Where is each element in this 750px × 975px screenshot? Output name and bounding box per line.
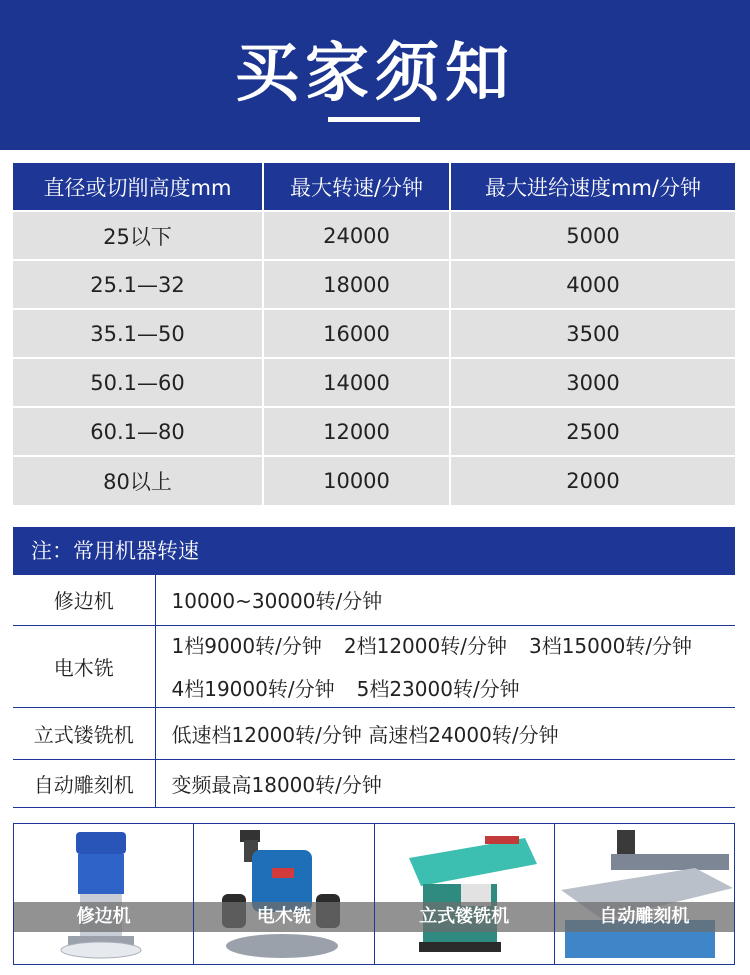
table-row xyxy=(13,407,735,456)
max-feed-cell: 3000 xyxy=(450,358,735,407)
max-rpm-cell: 16000 xyxy=(263,309,450,358)
max-feed-cell: 2500 xyxy=(450,407,735,456)
speed-text: 变频最高18000转/分钟 xyxy=(171,772,382,797)
speed-text: 2档12000转/分钟 xyxy=(343,634,507,658)
machine-speed xyxy=(155,707,735,759)
speed-text: 1档9000转/分钟 xyxy=(171,634,322,658)
speed-text: 5档23000转/分钟 xyxy=(356,677,520,701)
diameter-cell: 60.1—80 xyxy=(13,407,263,456)
table-row xyxy=(13,260,735,309)
diameter-cell: 80以上 xyxy=(13,456,263,505)
trimmer-icon xyxy=(14,824,194,964)
speed-text: 4档19000转/分钟 xyxy=(171,677,335,701)
machine-speed-table xyxy=(13,575,735,808)
header-diameter: 直径或切削高度mm xyxy=(13,163,263,211)
max-rpm-cell: 18000 xyxy=(263,260,450,309)
table-row xyxy=(13,575,735,625)
gallery-label: 电木铣 xyxy=(194,902,373,932)
diameter-cell: 25以下 xyxy=(13,211,263,260)
speed-text: 10000~30000转/分钟 xyxy=(171,589,383,614)
machine-speed xyxy=(155,759,735,807)
max-rpm-cell: 12000 xyxy=(263,407,450,456)
table-row xyxy=(13,309,735,358)
table-row xyxy=(13,759,735,807)
max-rpm-cell: 24000 xyxy=(263,211,450,260)
page-title: 买家须知 xyxy=(235,37,515,111)
machine-name: 电木铣 xyxy=(13,625,155,707)
max-feed-cell: 5000 xyxy=(450,211,735,260)
vertical-router-icon xyxy=(375,824,555,964)
table-row xyxy=(13,358,735,407)
max-feed-cell: 3500 xyxy=(450,309,735,358)
machine-gallery xyxy=(13,823,735,965)
gallery-label: 修边机 xyxy=(14,902,193,932)
gallery-label: 自动雕刻机 xyxy=(555,902,734,932)
trimmer-tile xyxy=(14,824,194,964)
max-rpm-cell: 10000 xyxy=(263,456,450,505)
machine-speed xyxy=(155,575,735,625)
table-row xyxy=(13,211,735,260)
diameter-cell: 50.1—60 xyxy=(13,358,263,407)
cnc-engraver-icon xyxy=(555,824,734,964)
vertical-router-tile xyxy=(375,824,555,964)
diameter-cell: 35.1—50 xyxy=(13,309,263,358)
speed-table-header xyxy=(13,163,735,211)
router-icon xyxy=(194,824,374,964)
page-header xyxy=(0,0,750,150)
table-row xyxy=(13,707,735,759)
router-tile xyxy=(194,824,374,964)
machine-speed xyxy=(155,625,735,707)
diameter-cell: 25.1—32 xyxy=(13,260,263,309)
machine-name: 修边机 xyxy=(13,575,155,625)
note-title: 注：常用机器转速 xyxy=(13,527,735,575)
max-feed-cell: 4000 xyxy=(450,260,735,309)
table-row xyxy=(13,625,735,707)
header-max-rpm: 最大转速/分钟 xyxy=(263,163,450,211)
max-rpm-cell: 14000 xyxy=(263,358,450,407)
max-feed-cell: 2000 xyxy=(450,456,735,505)
speed-table xyxy=(13,163,735,505)
cnc-engraver-tile xyxy=(555,824,734,964)
gallery-label: 立式镂铣机 xyxy=(375,902,554,932)
table-row xyxy=(13,456,735,505)
speed-text: 低速档12000转/分钟 高速档24000转/分钟 xyxy=(171,722,559,747)
machine-name: 自动雕刻机 xyxy=(13,759,155,807)
machine-name: 立式镂铣机 xyxy=(13,707,155,759)
title-underline xyxy=(328,117,420,122)
speed-text: 3档15000转/分钟 xyxy=(528,634,693,658)
header-max-feed: 最大进给速度mm/分钟 xyxy=(450,163,735,211)
